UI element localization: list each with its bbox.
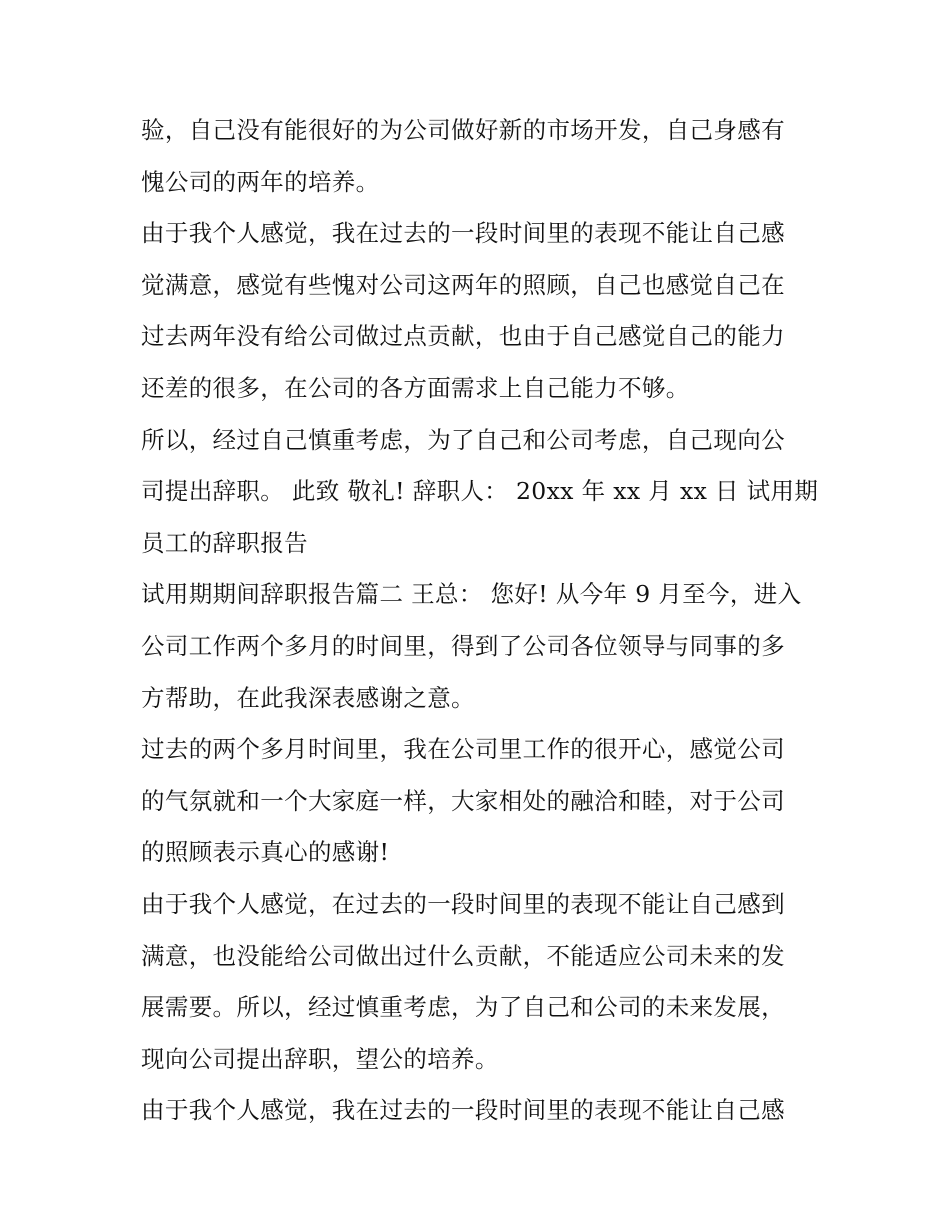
text-line: 过去的两个多月时间里，我在公司里工作的很开心，感觉公司 bbox=[141, 735, 785, 764]
text-line: 方帮助，在此我深表感谢之意。 bbox=[141, 683, 475, 712]
text-line: 司提出辞职。 此致 敬礼! 辞职人： 20xx 年 xx 月 xx 日 试用期 bbox=[141, 477, 819, 506]
text-line: 由于我个人感觉，在过去的一段时间里的表现不能让自己感到 bbox=[141, 889, 785, 918]
text-line: 公司工作两个多月的时间里，得到了公司各位领导与同事的多 bbox=[141, 631, 785, 660]
text-line: 的气氛就和一个大家庭一样，大家相处的融洽和睦，对于公司 bbox=[141, 786, 785, 815]
text-line: 员工的辞职报告 bbox=[141, 528, 308, 557]
text-line: 验，自己没有能很好的为公司做好新的市场开发，自己身感有 bbox=[141, 116, 785, 144]
text-line: 试用期期间辞职报告篇二 王总： 您好! 从今年 9 月至今，进入 bbox=[141, 580, 802, 609]
text-line: 还差的很多，在公司的各方面需求上自己能力不够。 bbox=[141, 373, 690, 402]
text-line: 所以，经过自己慎重考虑，为了自己和公司考虑，自己现向公 bbox=[141, 425, 785, 454]
text-line: 的照顾表示真心的感谢! bbox=[141, 838, 390, 867]
text-line: 由于我个人感觉，我在过去的一段时间里的表现不能让自己感 bbox=[141, 219, 785, 248]
text-line: 展需要。所以，经过慎重考虑，为了自己和公司的未来发展， bbox=[141, 993, 785, 1022]
text-line: 愧公司的两年的培养。 bbox=[141, 167, 380, 196]
text-line: 现向公司提出辞职，望公的培养。 bbox=[141, 1044, 499, 1073]
text-line: 满意，也没能给公司做出过什么贡献，不能适应公司未来的发 bbox=[141, 941, 785, 970]
text-line: 过去两年没有给公司做过点贡献，也由于自己感觉自己的能力 bbox=[141, 322, 785, 351]
text-line: 由于我个人感觉，我在过去的一段时间里的表现不能让自己感 bbox=[141, 1096, 785, 1125]
text-line: 觉满意，感觉有些愧对公司这两年的照顾，自己也感觉自己在 bbox=[141, 270, 785, 299]
document-body-text bbox=[141, 105, 821, 1137]
